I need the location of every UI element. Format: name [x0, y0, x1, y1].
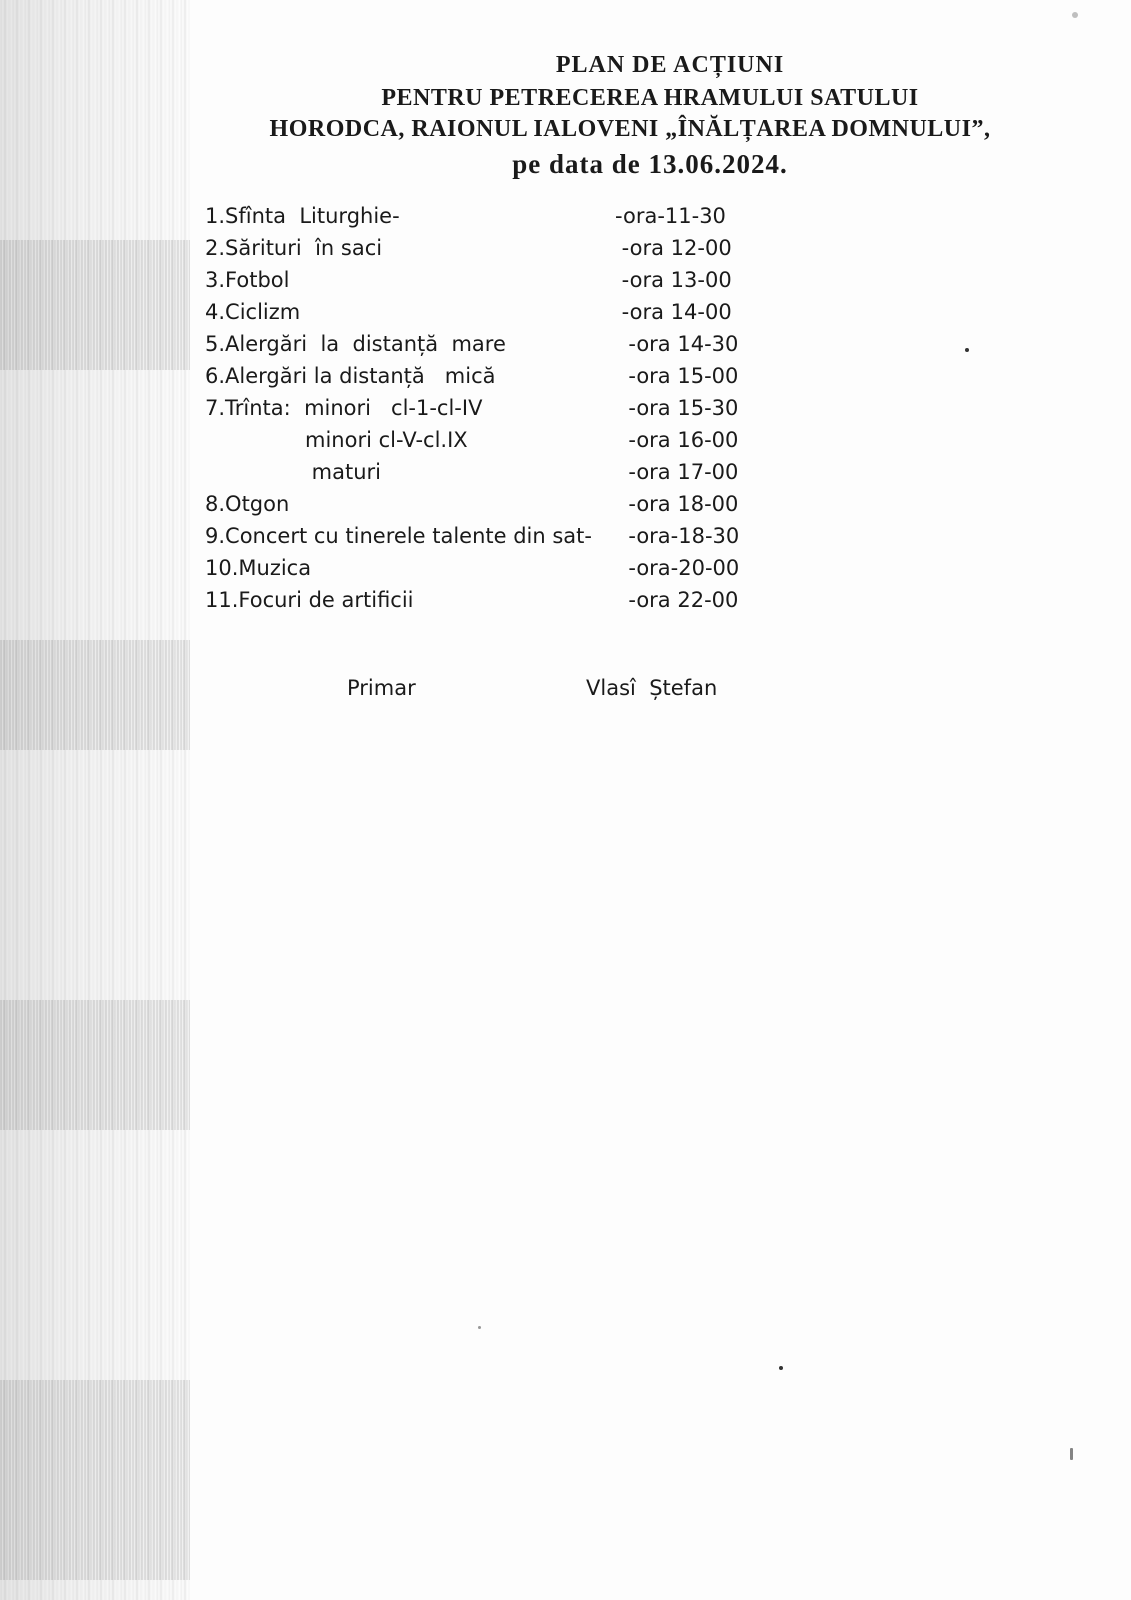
action-item: [205, 584, 765, 616]
action-time: -ora 13-00: [615, 268, 732, 292]
action-label: 9.Concert cu tinerele talente din sat-: [205, 524, 592, 548]
action-item: [205, 488, 765, 520]
action-time: -ora 17-00: [615, 460, 739, 484]
action-label: 10.Muzica: [205, 556, 312, 580]
action-time: -ora 22-00: [615, 588, 739, 612]
action-item: [205, 392, 765, 424]
action-item: [205, 200, 765, 232]
action-label: minori cl-V-cl.IX: [305, 428, 468, 452]
action-item: [205, 424, 765, 456]
action-label: maturi: [305, 460, 382, 484]
scan-noise-band: [0, 640, 190, 750]
action-item: [205, 456, 765, 488]
action-item: [205, 520, 765, 552]
scan-speck: [1072, 12, 1078, 18]
action-label: 7.Trînta: minori cl-1-cl-IV: [205, 396, 483, 420]
action-label: 1.Sfînta Liturghie-: [205, 204, 400, 228]
scan-speck: [779, 1366, 783, 1370]
action-time: -ora 14-00: [615, 300, 732, 324]
action-label: 8.Otgon: [205, 492, 290, 516]
scan-speck: [1070, 1448, 1073, 1460]
action-time: -ora-11-30: [615, 204, 726, 228]
header-subtitle: PENTRU PETRECEREA HRAMULUI SATULUI: [381, 85, 919, 111]
header-location: HORODCA, RAIONUL IALOVENI „ÎNĂLȚAREA DOMNULUI”,: [269, 116, 991, 142]
action-label: 2.Sărituri în saci: [205, 236, 383, 260]
action-item: [205, 360, 765, 392]
action-time: -ora 15-30: [615, 396, 739, 420]
document-header: [190, 52, 1070, 180]
action-label: 6.Alergări la distanță mică: [205, 364, 496, 388]
scan-noise-band: [0, 1380, 190, 1580]
action-time: -ora 12-00: [615, 236, 732, 260]
action-time: -ora 15-00: [615, 364, 739, 388]
action-label: 5.Alergări la distanță mare: [205, 332, 506, 356]
action-label: 4.Ciclizm: [205, 300, 301, 324]
action-item: [205, 328, 765, 360]
action-item: [205, 232, 765, 264]
scan-speck: [965, 348, 969, 352]
action-time: -ora-18-30: [615, 524, 740, 548]
scan-noise-band: [0, 240, 190, 370]
signature-name: Vlasî Ștefan: [586, 676, 718, 700]
action-time: -ora 14-30: [615, 332, 739, 356]
header-title: PLAN DE ACȚIUNI: [555, 52, 785, 78]
signature-role: Primar: [347, 676, 416, 700]
action-time: -ora-20-00: [615, 556, 740, 580]
action-label: 3.Fotbol: [205, 268, 290, 292]
header-date: pe data de 13.06.2024.: [512, 149, 788, 179]
action-time: -ora 18-00: [615, 492, 739, 516]
action-time: -ora 16-00: [615, 428, 739, 452]
scan-noise-band: [0, 1000, 190, 1130]
action-item: [205, 264, 765, 296]
action-label: 11.Focuri de artificii: [205, 588, 414, 612]
scan-speck: [478, 1326, 481, 1329]
action-item: [205, 552, 765, 584]
action-item: [205, 296, 765, 328]
action-list: [205, 200, 765, 616]
